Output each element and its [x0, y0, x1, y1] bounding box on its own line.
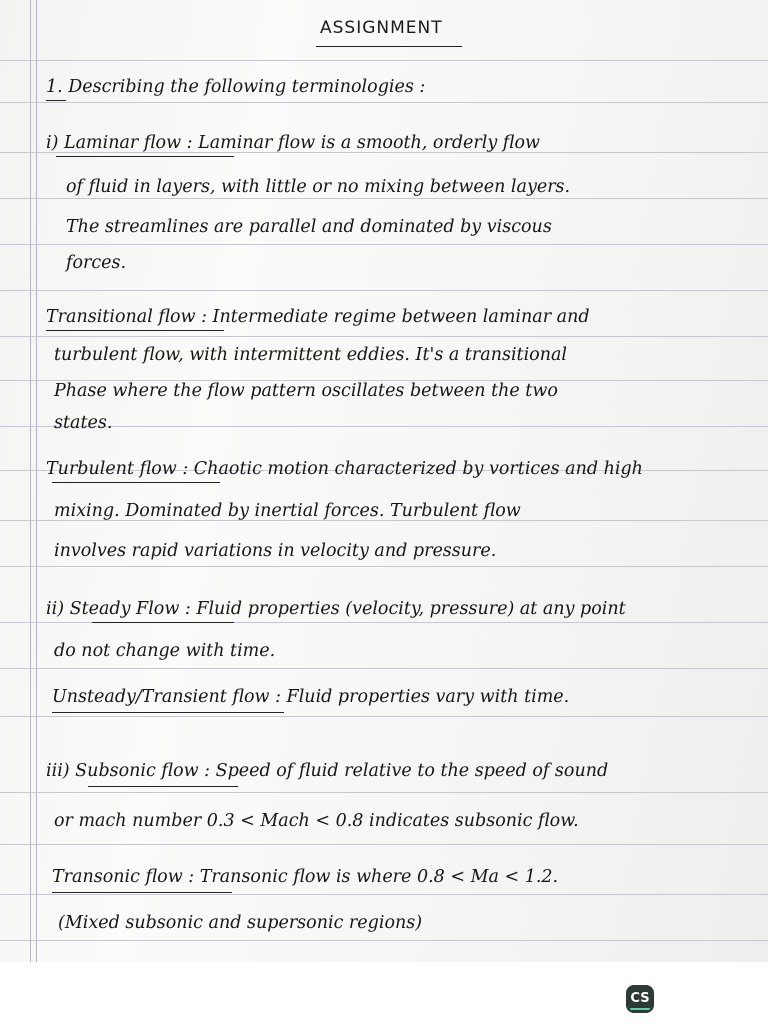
underline	[88, 786, 238, 787]
underline	[92, 622, 234, 623]
ruled-line	[0, 894, 768, 895]
text-line: ii) Steady Flow : Fluid properties (velocity, pressure) at any point	[46, 599, 626, 619]
page-title: ASSIGNMENT	[320, 18, 443, 38]
camscanner-logo: CS	[626, 985, 654, 1013]
ruled-line	[0, 60, 768, 61]
ruled-line	[0, 844, 768, 845]
text-line: do not change with time.	[54, 641, 276, 661]
ruled-line	[0, 940, 768, 941]
underline	[46, 330, 224, 331]
margin-line	[30, 0, 31, 962]
underline	[52, 482, 220, 483]
text-line: states.	[54, 413, 113, 433]
title-underline	[316, 46, 462, 47]
text-line: Transonic flow : Transonic flow is where 0.8 < Ma < 1.2.	[52, 867, 559, 887]
ruled-line	[0, 290, 768, 291]
text-line: Turbulent flow : Chaotic motion characterized by vortices and high	[46, 459, 643, 479]
text-line: or mach number 0.3 < Mach < 0.8 indicates subsonic flow.	[54, 811, 579, 831]
ruled-line	[0, 792, 768, 793]
text-line: (Mixed subsonic and supersonic regions)	[58, 913, 423, 933]
question-heading: 1. Describing the following terminologies :	[46, 77, 426, 97]
ruled-line	[0, 716, 768, 717]
text-line: mixing. Dominated by inertial forces. Turbulent flow	[54, 501, 521, 521]
underline	[46, 100, 66, 101]
ruled-line	[0, 102, 768, 103]
text-line: involves rapid variations in velocity and pressure.	[54, 541, 497, 561]
text-line: of fluid in layers, with little or no mixing between layers.	[66, 177, 571, 197]
ruled-line	[0, 668, 768, 669]
text-line: Transitional flow : Intermediate regime between laminar and	[46, 307, 590, 327]
underline	[52, 892, 232, 893]
text-line: The streamlines are parallel and dominated by viscous	[66, 217, 552, 237]
text-line: Unsteady/Transient flow : Fluid properties vary with time.	[52, 687, 570, 707]
ruled-line	[0, 336, 768, 337]
ruled-line	[0, 566, 768, 567]
underline	[56, 156, 234, 157]
text-line: iii) Subsonic flow : Speed of fluid relative to the speed of sound	[46, 761, 609, 781]
underline	[52, 712, 284, 713]
ruled-line	[0, 244, 768, 245]
text-line: i) Laminar flow : Laminar flow is a smooth, orderly flow	[46, 133, 540, 153]
text-line: forces.	[66, 253, 127, 273]
text-line: turbulent flow, with intermittent eddies. It's a transitional	[54, 345, 568, 365]
ruled-line	[0, 198, 768, 199]
margin-line	[36, 0, 37, 962]
text-line: Phase where the flow pattern oscillates between the two	[54, 381, 558, 401]
